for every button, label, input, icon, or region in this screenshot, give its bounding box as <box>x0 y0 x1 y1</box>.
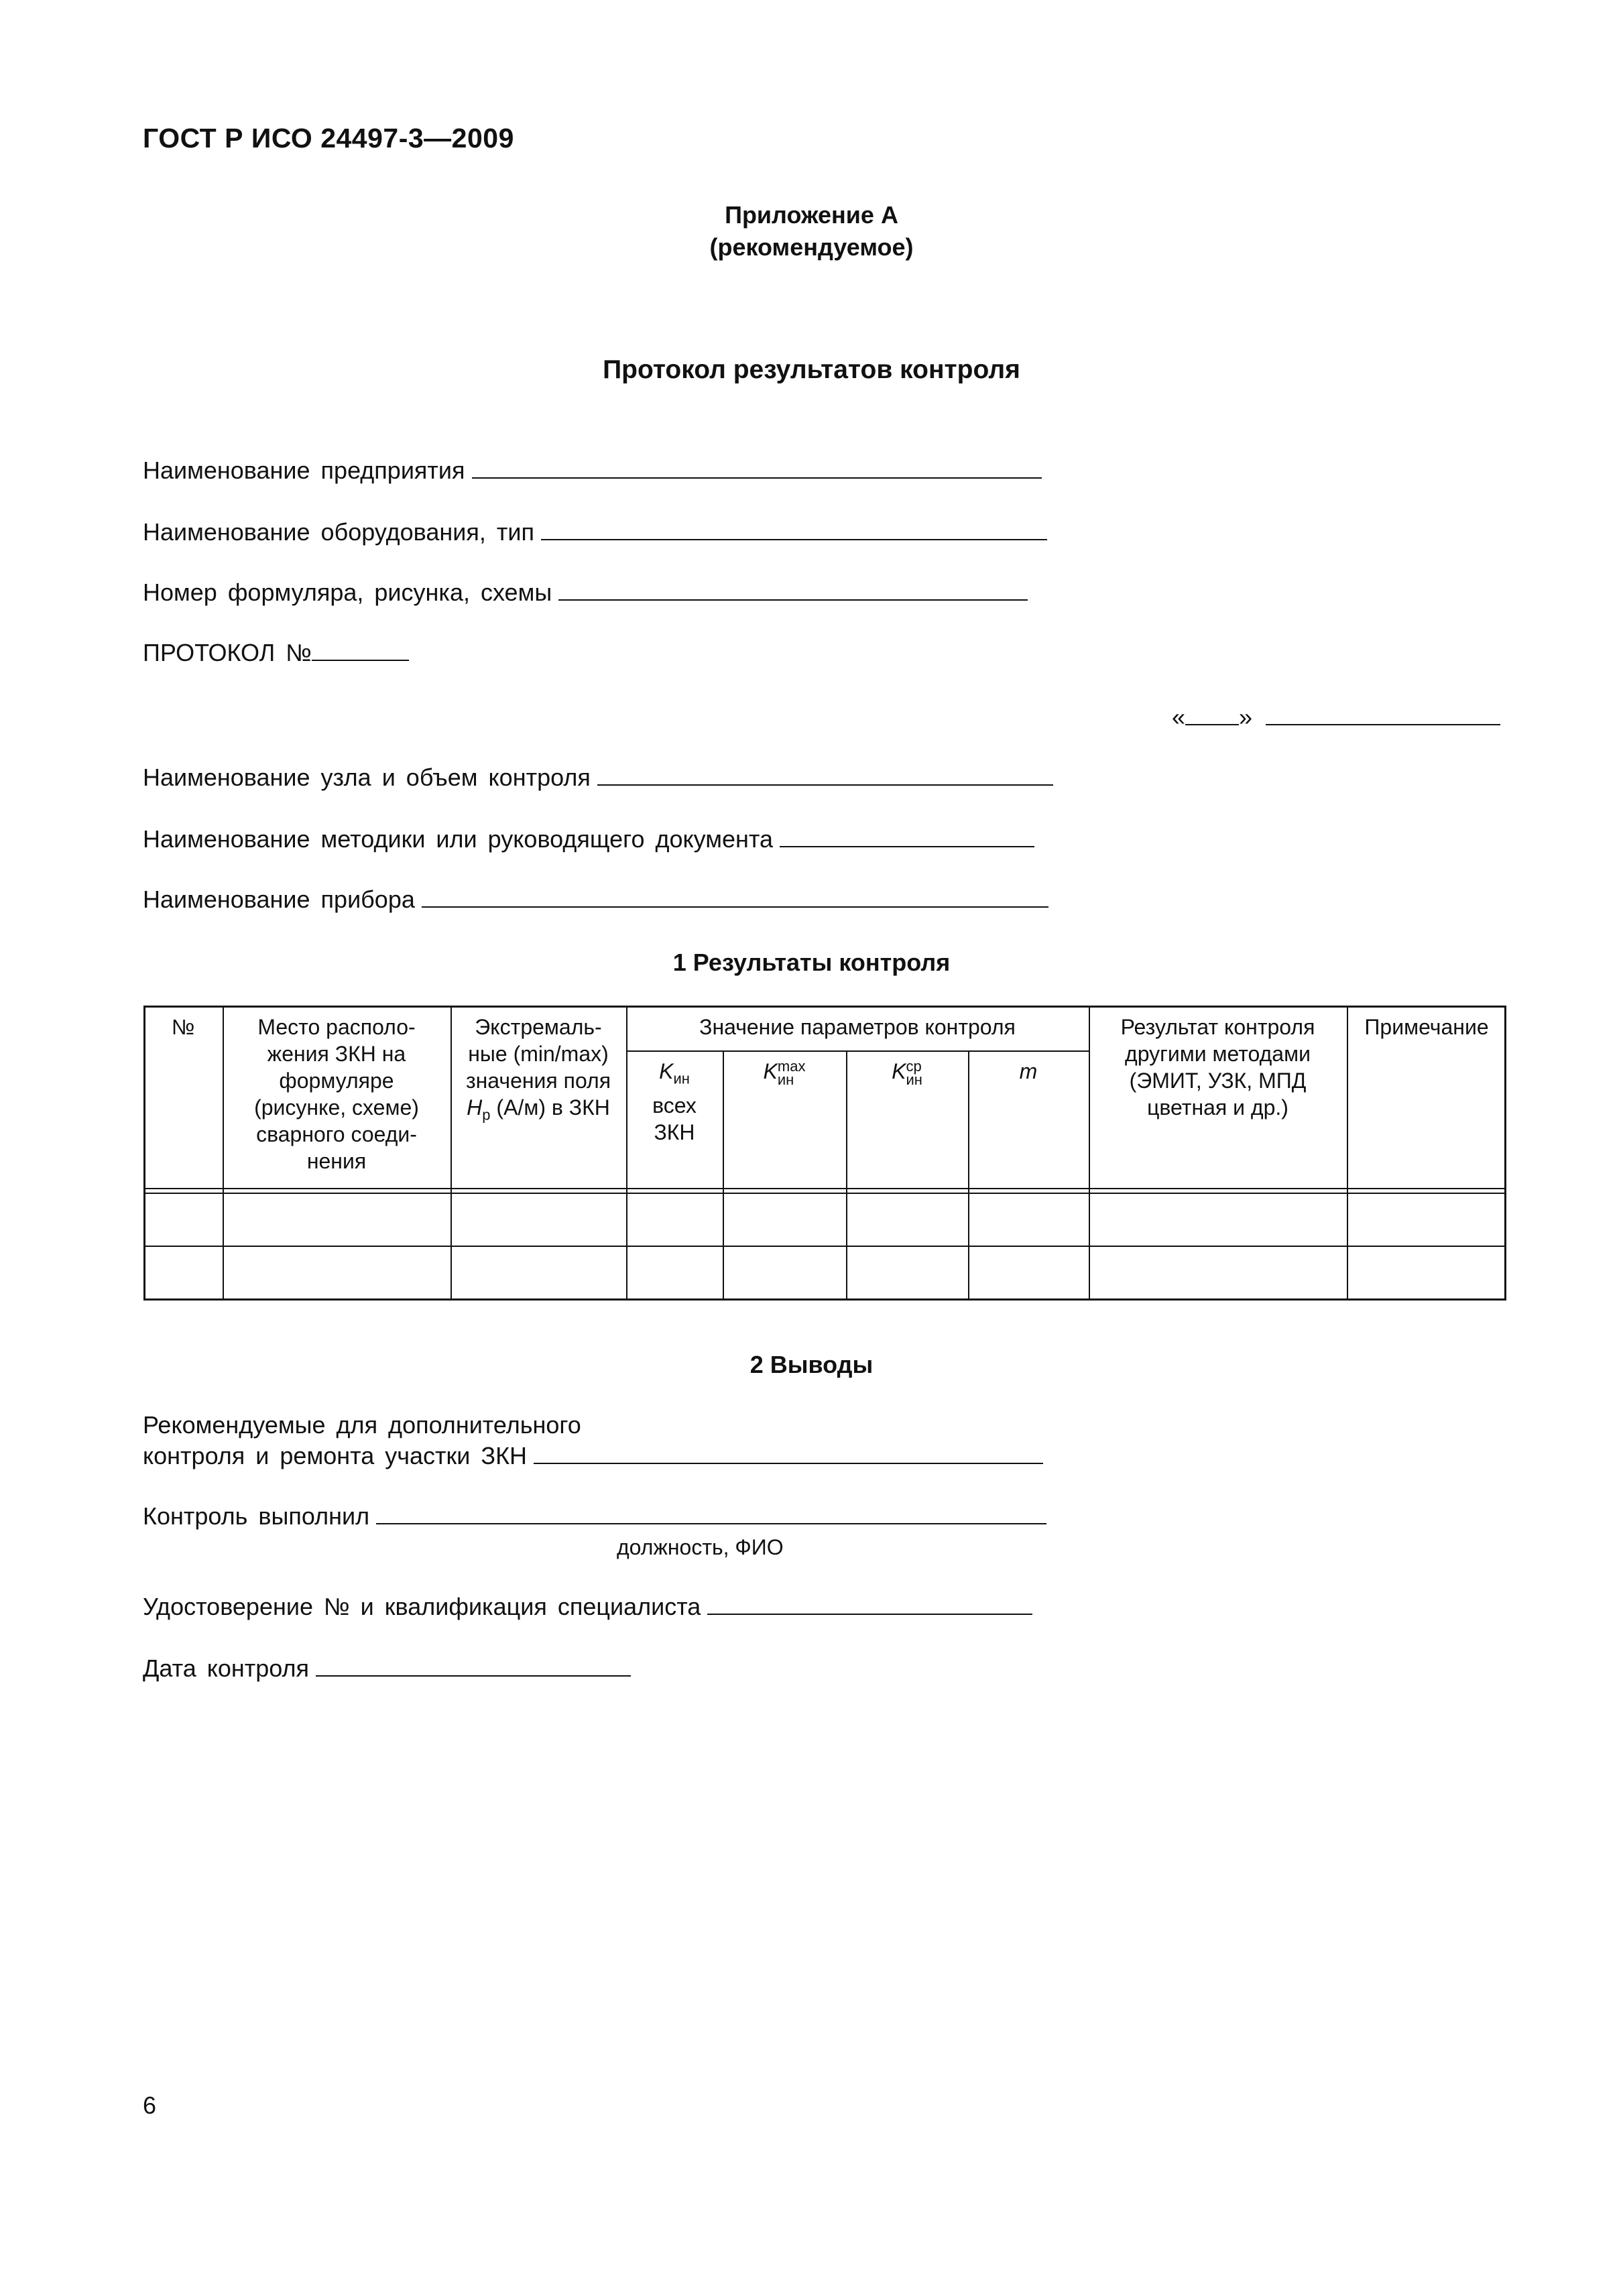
param-m-header: m <box>1019 1059 1038 1083</box>
table-row[interactable] <box>143 1247 1506 1298</box>
month-year-line[interactable] <box>1266 703 1500 725</box>
fill-line[interactable] <box>541 518 1047 540</box>
fill-line[interactable] <box>472 456 1042 479</box>
standard-header: ГОСТ Р ИСО 24497-3—2009 <box>143 123 514 154</box>
field-label: Удостоверение № и квалификация специалиста <box>143 1593 701 1620</box>
field-label: Рекомендуемые для дополнительного <box>143 1411 581 1439</box>
day-line[interactable] <box>1185 703 1239 725</box>
field-protocol-no <box>143 638 409 667</box>
main-title: Протокол результатов контроля <box>603 355 1020 384</box>
fill-line[interactable] <box>316 1654 631 1677</box>
field-enterprise <box>143 456 1042 485</box>
field-recommended-line1 <box>143 1411 581 1439</box>
field-label: Контроль выполнил <box>143 1502 370 1530</box>
field-method <box>143 825 1034 853</box>
field-label: Номер формуляра, рисунка, схемы <box>143 579 552 606</box>
section2-title: 2 Выводы <box>749 1351 874 1378</box>
col-params-header: Значение параметров контроля <box>699 1015 1016 1039</box>
param-kcp-header: K ср ин <box>892 1057 922 1088</box>
col-number-header: № <box>171 1015 195 1039</box>
quote-close: » <box>1239 703 1253 731</box>
field-label: ПРОТОКОЛ № <box>143 639 312 666</box>
col-other-methods-header: Результат контроля другими методами (ЭМИТ, УЗК, МПД цветная и др.) <box>1120 1015 1315 1120</box>
param-k-header: $K_{ин}$ всех ЗКН <box>652 1059 697 1145</box>
field-label: Наименование прибора <box>143 886 415 913</box>
page-number: 6 <box>143 2092 157 2119</box>
field-node <box>143 763 1053 792</box>
field-date <box>1172 703 1500 731</box>
field-label: Наименование узла и объем контроля <box>143 764 591 791</box>
field-label: Наименование предприятия <box>143 457 465 484</box>
field-date-control <box>143 1654 631 1683</box>
fill-line[interactable] <box>780 825 1034 847</box>
field-label: Наименование методики или руководящего документа <box>143 825 774 853</box>
field-performed <box>143 1502 1046 1530</box>
quote-open: « <box>1172 703 1186 731</box>
col-location-header: Место располо- жения ЗКН на формуляре (рисунке, схеме) сварного соеди- нения <box>254 1015 419 1173</box>
param-kmax-header: K max ин <box>763 1057 806 1088</box>
fill-line[interactable] <box>376 1502 1046 1524</box>
table-row[interactable] <box>143 1194 1506 1246</box>
fill-line[interactable] <box>312 638 409 661</box>
fill-line[interactable] <box>707 1592 1032 1615</box>
fill-line[interactable] <box>558 578 1028 601</box>
col-extreme-header: Экстремаль- ные (min/max) значения поля $H_р$ (А/м) в ЗКН <box>465 1015 611 1124</box>
results-table <box>143 1006 1506 1301</box>
field-label: Дата контроля <box>143 1654 310 1682</box>
appendix-title: Приложение А <box>725 201 898 229</box>
performed-caption: должность, ФИО <box>617 1535 784 1559</box>
field-form-number <box>143 578 1028 607</box>
section1-title: 1 Результаты контроля <box>672 949 951 976</box>
field-instrument <box>143 885 1048 914</box>
col-note-header: Примечание <box>1364 1015 1489 1039</box>
field-label: Наименование оборудования, тип <box>143 518 534 546</box>
fill-line[interactable] <box>597 763 1053 786</box>
field-equipment <box>143 518 1047 546</box>
fill-line[interactable] <box>534 1441 1043 1464</box>
field-label: контроля и ремонта участки ЗКН <box>143 1442 528 1469</box>
field-recommended <box>143 1441 1043 1470</box>
fill-line[interactable] <box>422 885 1048 908</box>
appendix-subtitle: (рекомендуемое) <box>709 233 914 261</box>
field-certificate <box>143 1592 1032 1621</box>
